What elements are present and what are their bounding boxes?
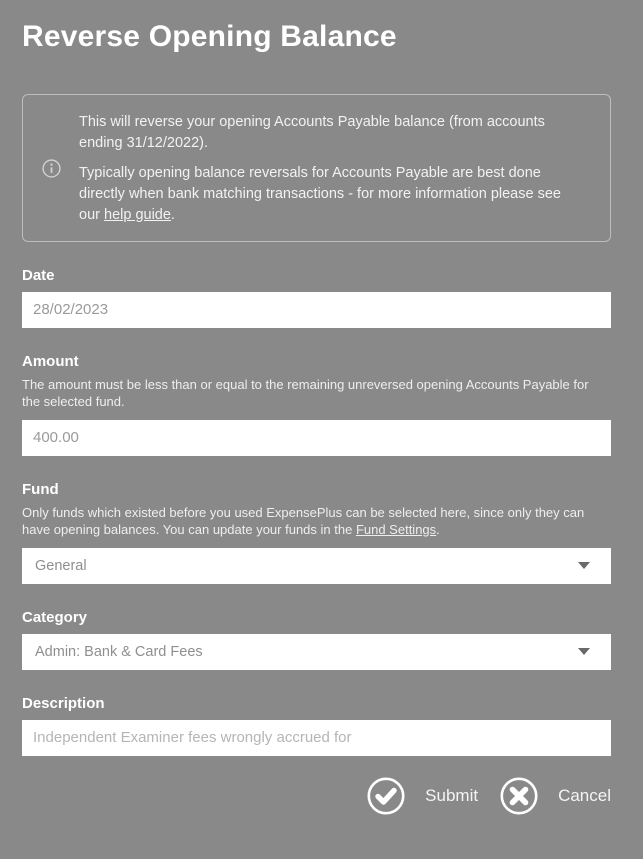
date-input[interactable] xyxy=(22,292,611,328)
fund-help-before: Only funds which existed before you used ExpensePlus can be selected here, since only they can have opening balances. You can update your funds in the xyxy=(22,504,585,537)
page-title: Reverse Opening Balance xyxy=(22,20,397,53)
description-label: Description xyxy=(22,694,105,712)
submit-button-label: Submit xyxy=(425,785,479,805)
description-field-section xyxy=(22,696,611,756)
submit-button[interactable] xyxy=(366,776,478,816)
chevron-down-icon xyxy=(578,562,590,569)
fund-label: Fund xyxy=(22,480,59,498)
cancel-button-label: Cancel xyxy=(558,785,611,805)
category-field-section xyxy=(22,610,611,670)
date-label: Date xyxy=(22,266,55,284)
description-input[interactable] xyxy=(22,720,611,756)
info-paragraph-2-text: Typically opening balance reversals for Accounts Payable are best done directly when bank matching transactions - for more information please see our xyxy=(79,164,561,223)
info-paragraph-2 xyxy=(79,163,574,226)
fund-select[interactable] xyxy=(22,548,611,584)
amount-label: Amount xyxy=(22,352,79,370)
amount-input[interactable] xyxy=(22,420,611,456)
amount-field-section xyxy=(22,354,611,456)
help-guide-link[interactable]: help guide xyxy=(104,206,171,223)
category-label: Category xyxy=(22,608,88,626)
date-field-section xyxy=(22,268,611,328)
info-icon-column xyxy=(23,159,79,178)
amount-help-text: The amount must be less than or equal to the remaining unreversed opening Accounts Payable for the selected fund. xyxy=(22,376,589,409)
fund-field-section xyxy=(22,482,611,584)
info-icon xyxy=(42,159,61,178)
info-paragraph-1: This will reverse your opening Accounts Payable balance (from accounts ending 31/12/2022). xyxy=(79,113,545,151)
fund-help-text xyxy=(22,504,597,538)
cancel-button[interactable] xyxy=(499,776,611,816)
fund-settings-link[interactable]: Fund Settings xyxy=(355,521,437,537)
fund-selected-value: General xyxy=(35,557,87,574)
info-box xyxy=(22,94,611,242)
info-paragraph-2-period: . xyxy=(170,206,175,223)
category-select[interactable] xyxy=(22,634,611,670)
x-circle-icon xyxy=(499,776,539,816)
check-circle-icon xyxy=(366,776,406,816)
form-actions xyxy=(22,776,611,816)
category-selected-value: Admin: Bank & Card Fees xyxy=(35,643,203,660)
info-text xyxy=(79,112,574,226)
chevron-down-icon xyxy=(578,648,590,655)
fund-help-period: . xyxy=(436,521,440,537)
